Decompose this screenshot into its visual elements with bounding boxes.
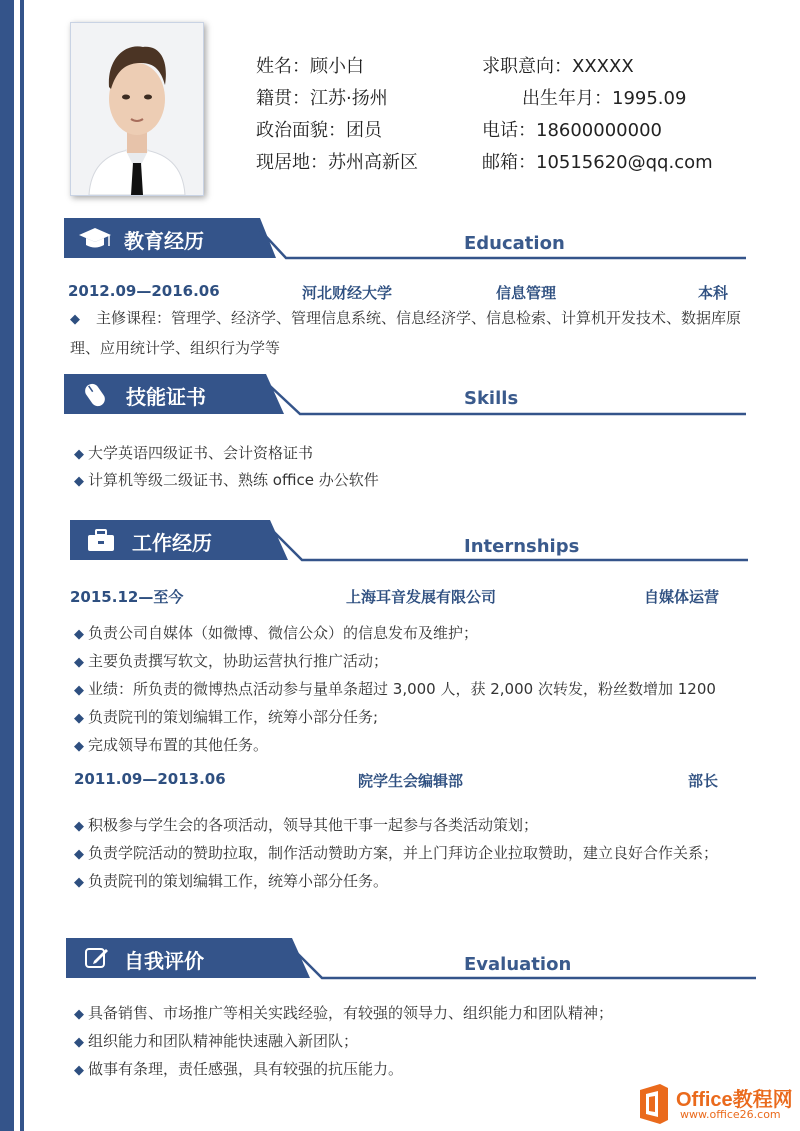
skills-header	[64, 374, 764, 414]
education-header	[64, 218, 764, 258]
diamond-bullet-icon: ◆	[74, 474, 84, 489]
job1-item: ◆ 负责院刊的策划编辑工作，统筹小部分任务;	[74, 708, 379, 726]
job1-item: ◆ 主要负责撰写软文，协助运营执行推广活动；	[74, 652, 389, 670]
profile-photo	[70, 22, 204, 196]
edu-major: 信息管理	[496, 284, 557, 302]
diamond-bullet-icon: ◆	[70, 312, 80, 327]
job1-company: 上海耳音发展有限公司	[346, 588, 497, 606]
work-title: 工作经历	[132, 531, 212, 555]
left-rail-thick	[0, 0, 14, 1131]
evaluation-item: ◆ 组织能力和团队精神能快速融入新团队；	[74, 1032, 359, 1050]
work-title-en: Internships	[464, 536, 580, 557]
skills-title: 技能证书	[126, 385, 206, 409]
work-header	[70, 520, 770, 560]
job1-item: ◆ 完成领导布置的其他任务。	[74, 736, 269, 754]
logo-url: www.office26.com	[680, 1108, 781, 1121]
job1-position: 自媒体运营	[644, 588, 720, 606]
skill-item: ◆ 大学英语四级证书、会计资格证书	[74, 444, 314, 462]
job2-item: ◆ 积极参与学生会的各项活动，领导其他干事一起参与各类活动策划；	[74, 816, 539, 834]
job2-period: 2011.09—2013.06	[74, 770, 226, 788]
diamond-bullet-icon: ◆	[74, 739, 84, 754]
evaluation-title-en: Evaluation	[464, 954, 572, 975]
job1-item: ◆ 业绩：所负责的微博热点活动参与量单条超过 3,000 人，获 2,000 次转发，粉丝数增加 1200	[74, 680, 716, 698]
evaluation-header	[66, 938, 766, 978]
job2-item: ◆ 负责学院活动的赞助拉取，制作活动赞助方案，并上门拜访企业拉取赞助，建立良好合作关系；	[74, 844, 719, 862]
skills-title-en: Skills	[464, 388, 519, 409]
diamond-bullet-icon: ◆	[74, 1007, 84, 1022]
job2-position: 部长	[688, 772, 719, 790]
info-political: 政治面貌：团员	[256, 120, 382, 141]
info-job-intent: 求职意向：XXXXX	[482, 56, 634, 77]
office-tutorial-logo	[636, 1078, 800, 1131]
info-birth: 出生年月：1995.09	[522, 88, 687, 109]
edu-school: 河北财经大学	[302, 284, 393, 302]
info-hometown: 籍贯：江苏·扬州	[256, 88, 388, 109]
diamond-bullet-icon: ◆	[74, 1063, 84, 1078]
diamond-bullet-icon: ◆	[74, 1035, 84, 1050]
education-title: 教育经历	[124, 229, 204, 253]
evaluation-item: ◆ 具备销售、市场推广等相关实践经验，有较强的领导力、组织能力和团队精神；	[74, 1004, 614, 1022]
education-title-en: Education	[464, 233, 565, 254]
diamond-bullet-icon: ◆	[74, 847, 84, 862]
evaluation-title: 自我评价	[124, 949, 204, 973]
diamond-bullet-icon: ◆	[74, 655, 84, 670]
diamond-bullet-icon: ◆	[74, 819, 84, 834]
info-residence: 现居地：苏州高新区	[256, 152, 418, 173]
info-name: 姓名：顾小白	[256, 56, 364, 77]
job2-item: ◆ 负责院刊的策划编辑工作，统筹小部分任务。	[74, 872, 389, 890]
left-rail-thin	[20, 0, 24, 1131]
diamond-bullet-icon: ◆	[74, 711, 84, 726]
info-email: 邮箱：10515620@qq.com	[482, 152, 713, 173]
job1-period: 2015.12—至今	[70, 588, 184, 606]
edu-courses: ◆ 主修课程：管理学、经济学、管理信息系统、信息经济学、信息检索、计算机开发技术、数据库原理、应用统计学、组织行为学等	[70, 304, 750, 362]
job1-item: ◆ 负责公司自媒体（如微博、微信公众）的信息发布及维护；	[74, 624, 479, 642]
logo-brand: Office教程网	[676, 1089, 793, 1111]
office-logo-icon	[636, 1082, 672, 1126]
edu-period: 2012.09—2016.06	[68, 282, 220, 300]
job2-company: 院学生会编辑部	[358, 772, 464, 790]
diamond-bullet-icon: ◆	[74, 683, 84, 698]
diamond-bullet-icon: ◆	[74, 447, 84, 462]
skill-item: ◆ 计算机等级二级证书、熟练 office 办公软件	[74, 471, 379, 489]
info-phone: 电话：18600000000	[482, 120, 662, 141]
diamond-bullet-icon: ◆	[74, 627, 84, 642]
evaluation-item: ◆ 做事有条理，责任感强，具有较强的抗压能力。	[74, 1060, 404, 1078]
edu-degree: 本科	[698, 284, 729, 302]
diamond-bullet-icon: ◆	[74, 875, 84, 890]
